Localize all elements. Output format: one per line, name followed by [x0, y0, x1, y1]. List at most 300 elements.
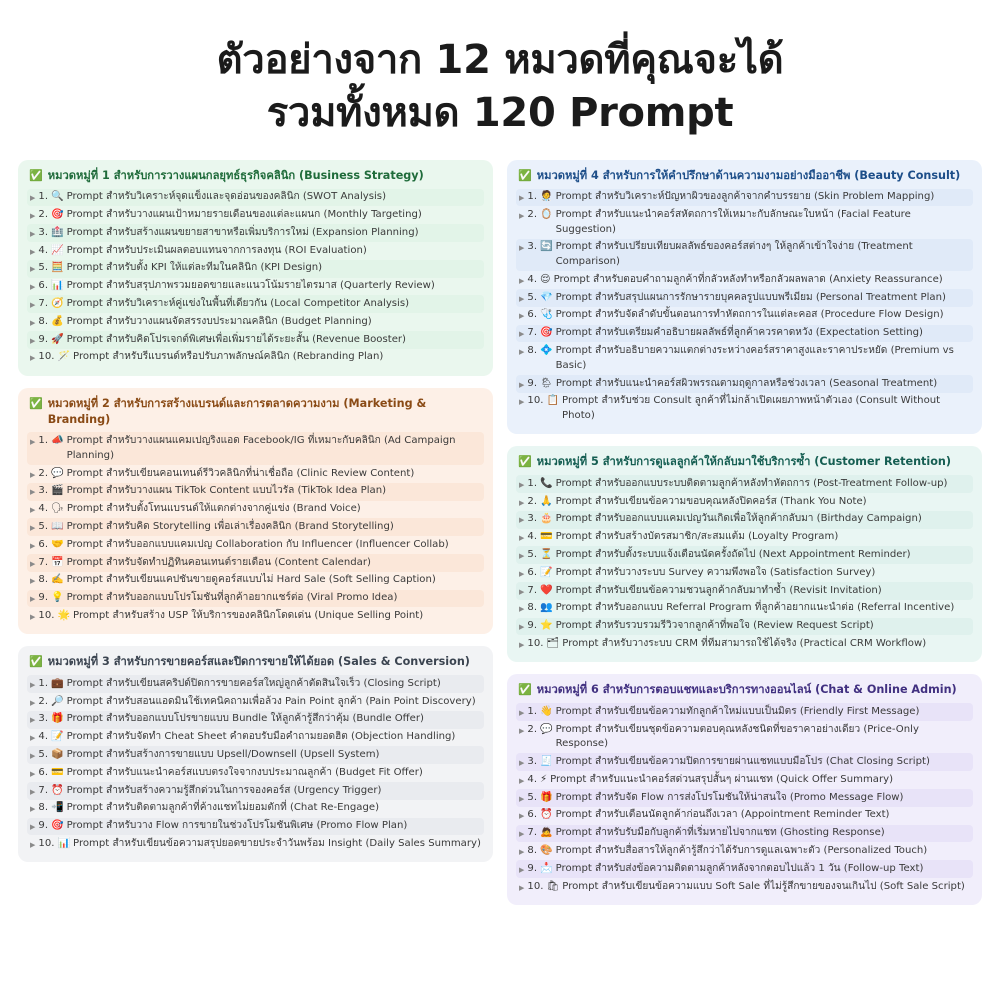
list-item-label: Prompt สำหรับเขียนข้อความปิดการขายผ่านแชทแบบมือโปร (Chat Closing Script)	[555, 756, 930, 767]
list-item-label: Prompt สำหรับตั้งระบบแจ้งเตือนนัดครั้งถัดไป (Next Appointment Reminder)	[555, 548, 911, 560]
list-item[interactable]	[516, 271, 973, 289]
list-item-emoji-icon: 🤝	[51, 538, 64, 550]
category-card	[18, 646, 493, 862]
list-item-emoji-icon: 🪞	[540, 208, 553, 220]
list-item-emoji-icon: ⏰	[51, 784, 64, 796]
list-item[interactable]	[516, 635, 973, 653]
category-heading-label: หมวดหมู่ที่ 5 สำหรับการดูแลลูกค้าให้กลับมาใช้บริการซ้ำ (Customer Retention)	[536, 455, 951, 469]
list-item-emoji-icon: 🩺	[540, 309, 553, 321]
list-item-number: 9.	[38, 592, 49, 604]
list-item-label: Prompt สำหรับวางระบบ Survey ความพึงพอใจ (Satisfaction Survey)	[555, 566, 876, 578]
list-item-emoji-icon: 📝	[51, 731, 64, 743]
list-item-label: Prompt สำหรับรวบรวมรีวิวจากลูกค้าที่พอใจ (Review Request Script)	[555, 620, 874, 632]
list-item-label: Prompt สำหรับแนะนำคอร์สผิวพรรณตามฤดูกาลหรือช่วงเวลา (Seasonal Treatment)	[555, 377, 938, 389]
list-item[interactable]	[516, 582, 973, 600]
category-heading-label: หมวดหมู่ที่ 6 สำหรับการตอบแชทและบริการทางออนไลน์ (Chat & Online Admin)	[536, 683, 957, 697]
list-item-label: Prompt สำหรับสื่อสารให้ลูกค้ารู้สึกว่าได้รับการดูแลเฉพาะตัว (Personalized Touch)	[555, 845, 928, 857]
list-item-emoji-icon: 🎁	[540, 791, 553, 803]
list-item[interactable]	[516, 546, 973, 564]
list-item-number: 10.	[38, 351, 55, 363]
arrow-right-icon: ▶	[30, 613, 36, 621]
list-item-number: 5.	[38, 520, 49, 532]
list-item-emoji-icon: 🧭	[51, 298, 64, 309]
list-item[interactable]	[516, 475, 973, 493]
list-item[interactable]	[516, 789, 973, 807]
list-item-number: 8.	[527, 345, 538, 357]
list-item-emoji-icon: 🔄	[540, 241, 553, 253]
list-item[interactable]	[27, 800, 484, 818]
arrow-right-icon: ▶	[30, 523, 36, 532]
column-right	[507, 160, 982, 905]
list-item[interactable]	[27, 764, 484, 782]
list-item-label: Prompt สำหรับรีแบรนด์หรือปรับภาพลักษณ์คลินิก (Rebranding Plan)	[73, 351, 384, 363]
list-item-number: 10.	[527, 880, 544, 892]
list-item-emoji-icon: 📊	[57, 838, 71, 850]
list-item-number: 4.	[38, 244, 49, 256]
list-item-label: Prompt สำหรับเขียนข้อความแบบ Soft Sale ที่ไม่รู้สึกขายของจนเกินไป (Soft Sale Script)	[562, 880, 965, 892]
list-item-emoji-icon: 🎨	[540, 845, 553, 857]
list-item-emoji-icon: 😌	[540, 273, 551, 285]
list-item[interactable]	[27, 675, 484, 693]
list-item-label: Prompt สำหรับคิดโปรเจกต์พิเศษเพื่อเพิ่มรายได้ระยะสั้น (Revenue Booster)	[66, 333, 406, 345]
list-item-number: 5.	[527, 548, 538, 560]
list-item[interactable]	[516, 771, 973, 789]
arrow-right-icon: ▶	[30, 805, 36, 814]
list-item[interactable]	[27, 607, 484, 625]
list-item-emoji-icon: 📩	[540, 862, 553, 874]
list-item-number: 2.	[38, 467, 49, 479]
list-item-label: Prompt สำหรับออกแบบแคมเปญ Collaboration กับ Influencer (Influencer Collab)	[66, 538, 449, 550]
list-item-emoji-icon: 🎯	[540, 327, 553, 339]
list-item[interactable]	[516, 189, 973, 207]
arrow-right-icon: ▶	[519, 330, 525, 339]
list-item-emoji-icon: 🪄	[57, 351, 71, 363]
list-item-number: 1.	[527, 191, 538, 203]
arrow-right-icon: ▶	[30, 229, 36, 238]
list-item-number: 2.	[38, 695, 49, 707]
list-item[interactable]	[27, 313, 484, 331]
list-item[interactable]	[27, 711, 484, 729]
list-item-label: Prompt สำหรับตอบคำถามลูกค้าที่กลัวหลังทำหรือกลัวผลพลาด (Anxiety Reassurance)	[553, 273, 943, 285]
list-item-emoji-icon: 📊	[51, 280, 64, 292]
list-item[interactable]	[27, 572, 484, 590]
category-heading	[27, 395, 484, 433]
list-item-emoji-icon: ⏳	[540, 548, 553, 560]
list-item-number: 6.	[38, 280, 49, 292]
check-icon: ✅	[518, 455, 532, 469]
list-item-emoji-icon: 💳	[51, 766, 64, 778]
list-item-emoji-icon: 💬	[540, 723, 553, 735]
list-item-emoji-icon: 🌦	[540, 377, 553, 389]
list-item[interactable]	[27, 501, 484, 519]
list-item-label: Prompt สำหรับวางแผนจัดสรรงบประมาณคลินิก (Budget Planning)	[66, 315, 372, 327]
arrow-right-icon: ▶	[519, 551, 525, 560]
list-item-label: Prompt สำหรับสร้าง USP ให้บริการของคลินิกโดดเด่น (Unique Selling Point)	[73, 610, 424, 621]
prompt-list	[516, 703, 973, 896]
check-icon: ✅	[518, 168, 532, 182]
arrow-right-icon: ▶	[519, 605, 525, 614]
list-item-number: 1.	[38, 191, 49, 203]
list-item-label: Prompt สำหรับสร้างความรู้สึกด่วนในการจองคอร์ส (Urgency Trigger)	[66, 784, 382, 796]
category-card	[18, 388, 493, 635]
page-title	[0, 0, 1000, 140]
list-item[interactable]	[516, 703, 973, 721]
category-heading	[516, 167, 973, 189]
list-item-emoji-icon: 🧾	[540, 756, 553, 767]
list-item-emoji-icon: 💡	[51, 592, 64, 604]
list-item-number: 7.	[38, 298, 49, 309]
list-item-number: 9.	[527, 862, 538, 874]
list-item-number: 3.	[38, 713, 49, 725]
check-icon: ✅	[518, 683, 532, 697]
list-item-emoji-icon: 🎯	[51, 208, 64, 220]
list-item[interactable]	[516, 529, 973, 547]
arrow-right-icon: ▶	[519, 587, 525, 596]
list-item[interactable]	[27, 835, 484, 853]
list-item[interactable]	[516, 860, 973, 878]
list-item[interactable]	[27, 189, 484, 207]
list-item-number: 8.	[527, 845, 538, 857]
list-item-number: 10.	[527, 395, 544, 407]
list-item-label: Prompt สำหรับจัดทำปฏิทินคอนเทนต์รายเดือน (Content Calendar)	[66, 556, 371, 568]
arrow-right-icon: ▶	[30, 194, 36, 203]
list-item-emoji-icon: 🎬	[51, 485, 64, 497]
list-item-emoji-icon: ⭐	[540, 620, 553, 632]
arrow-right-icon: ▶	[519, 759, 525, 767]
arrow-right-icon: ▶	[519, 883, 525, 892]
category-heading	[516, 681, 973, 703]
list-item[interactable]	[516, 511, 973, 529]
arrow-right-icon: ▶	[519, 534, 525, 543]
list-item-number: 3.	[38, 485, 49, 497]
prompt-list	[27, 432, 484, 625]
list-item[interactable]	[516, 878, 973, 896]
arrow-right-icon: ▶	[519, 848, 525, 857]
arrow-right-icon: ▶	[30, 541, 36, 550]
list-item[interactable]	[516, 493, 973, 511]
list-item[interactable]	[27, 590, 484, 608]
arrow-right-icon: ▶	[519, 623, 525, 632]
list-item-label: Prompt สำหรับส่งข้อความติดตามลูกค้าหลังจากตอบไปแล้ว 1 วัน (Follow-up Text)	[555, 862, 924, 874]
arrow-right-icon: ▶	[30, 769, 36, 778]
arrow-right-icon: ▶	[519, 211, 525, 220]
list-item-label: Prompt สำหรับวางระบบ CRM ที่ทีมสามารถใช้ได้จริง (Practical CRM Workflow)	[562, 638, 927, 649]
category-heading-label: หมวดหมู่ที่ 1 สำหรับการวางแผนกลยุทธ์ธุรกิจคลินิก (Business Strategy)	[47, 168, 424, 182]
list-item-number: 7.	[527, 584, 538, 596]
list-item-label: Prompt สำหรับวาง Flow การขายในช่วงโปรโมชันพิเศษ (Promo Flow Plan)	[66, 820, 408, 832]
list-item-label: Prompt สำหรับวางแผน TikTok Content แบบไวรัล (TikTok Idea Plan)	[66, 485, 387, 497]
arrow-right-icon: ▶	[30, 823, 36, 832]
list-item-emoji-icon: 🎁	[51, 713, 64, 725]
list-item-number: 4.	[527, 531, 538, 543]
list-item-number: 8.	[38, 574, 49, 586]
arrow-right-icon: ▶	[519, 812, 525, 821]
list-item-label: Prompt สำหรับเปรียบเทียบผลลัพธ์ของคอร์สต่างๆ ให้ลูกค้าเข้าใจง่าย (Treatment Comparison)	[555, 241, 913, 267]
list-item-label: Prompt สำหรับแนะนำคอร์สแบบตรงใจจากงบประมาณลูกค้า (Budget Fit Offer)	[66, 766, 423, 778]
list-item-emoji-icon: 💳	[540, 531, 553, 543]
arrow-right-icon: ▶	[30, 734, 36, 743]
list-item-label: Prompt สำหรับวางแผนเป้าหมายรายเดือนของแต่ละแผนก (Monthly Targeting)	[66, 208, 422, 220]
arrow-right-icon: ▶	[30, 247, 36, 256]
list-item[interactable]	[516, 375, 973, 393]
list-item-emoji-icon: 🎂	[540, 513, 553, 525]
list-item-number: 3.	[38, 226, 49, 238]
list-item-label: Prompt สำหรับเขียนสคริปต์ปิดการขายคอร์สใหญ่ลูกค้าตัดสินใจเร็ว (Closing Script)	[66, 677, 441, 689]
arrow-right-icon: ▶	[30, 336, 36, 345]
list-item-number: 4.	[38, 731, 49, 743]
arrow-right-icon: ▶	[519, 830, 525, 839]
arrow-right-icon: ▶	[30, 841, 36, 850]
list-item[interactable]	[27, 278, 484, 296]
arrow-right-icon: ▶	[30, 470, 36, 479]
list-item-label: Prompt สำหรับวิเคราะห์ปัญหาผิวของลูกค้าจากคำบรรยาย (Skin Problem Mapping)	[555, 191, 935, 203]
category-heading	[27, 167, 484, 189]
list-item-number: 9.	[38, 820, 49, 832]
list-item-label: Prompt สำหรับออกแบบระบบติดตามลูกค้าหลังทำหัตถการ (Post-Treatment Follow-up)	[555, 477, 948, 489]
category-card	[507, 160, 982, 435]
list-item[interactable]	[27, 782, 484, 800]
list-item[interactable]	[516, 325, 973, 343]
list-item-number: 2.	[527, 495, 538, 507]
arrow-right-icon: ▶	[519, 726, 525, 735]
list-item-number: 6.	[527, 809, 538, 821]
arrow-right-icon: ▶	[30, 787, 36, 796]
arrow-right-icon: ▶	[30, 680, 36, 689]
category-heading	[27, 653, 484, 675]
arrow-right-icon: ▶	[519, 398, 525, 407]
category-heading-label: หมวดหมู่ที่ 3 สำหรับการขายคอร์สและปิดการขายให้ได้ยอด (Sales & Conversion)	[47, 655, 470, 669]
list-item-label: Prompt สำหรับตั้งโทนแบรนด์ให้แตกต่างจากคู่แข่ง (Brand Voice)	[66, 503, 361, 515]
list-item[interactable]	[27, 465, 484, 483]
list-item[interactable]	[516, 825, 973, 843]
list-item-emoji-icon: 📲	[51, 802, 64, 814]
prompt-list	[516, 189, 973, 426]
list-item[interactable]	[516, 807, 973, 825]
list-item[interactable]	[27, 349, 484, 367]
arrow-right-icon: ▶	[30, 752, 36, 760]
list-item[interactable]	[27, 518, 484, 536]
list-item-emoji-icon: 🧮	[51, 262, 64, 274]
list-item-number: 9.	[527, 620, 538, 632]
list-item-number: 1.	[38, 677, 49, 689]
list-item-label: Prompt สำหรับสร้างบัตรสมาชิก/สะสมแต้ม (Loyalty Program)	[555, 531, 839, 543]
list-item[interactable]	[27, 746, 484, 764]
list-item[interactable]	[516, 600, 973, 618]
list-item-label: Prompt สำหรับช่วย Consult ลูกค้าที่ไม่กล้าเปิดเผยภาพหน้าตัวเอง (Consult Without Photo)	[562, 395, 941, 421]
list-item[interactable]	[516, 342, 973, 374]
prompt-list	[516, 475, 973, 653]
list-item[interactable]	[27, 224, 484, 242]
list-item-label: Prompt สำหรับคิด Storytelling เพื่อเล่าเรื่องคลินิก (Brand Storytelling)	[66, 520, 394, 532]
category-card	[18, 160, 493, 376]
list-item-number: 10.	[527, 638, 544, 649]
arrow-right-icon: ▶	[30, 595, 36, 604]
arrow-right-icon: ▶	[519, 776, 525, 785]
arrow-right-icon: ▶	[30, 716, 36, 725]
list-item[interactable]	[27, 295, 484, 313]
list-item-emoji-icon: 💼	[51, 677, 64, 689]
arrow-right-icon: ▶	[30, 211, 36, 220]
list-item[interactable]	[27, 554, 484, 572]
list-item-emoji-icon: 📅	[51, 556, 64, 568]
list-item[interactable]	[27, 818, 484, 836]
arrow-right-icon: ▶	[519, 641, 525, 649]
category-heading-label: หมวดหมู่ที่ 4 สำหรับการให้คำปรึกษาด้านความงามอย่างมืออาชีพ (Beauty Consult)	[536, 168, 961, 182]
list-item-label: Prompt สำหรับออกแบบแคมเปญวันเกิดเพื่อให้ลูกค้ากลับมา (Birthday Campaign)	[555, 513, 922, 525]
list-item-emoji-icon: 💎	[540, 291, 553, 303]
list-item-label: Prompt สำหรับจัดทำ Cheat Sheet คำตอบรับมือคำถามยอดฮิต (Objection Handling)	[66, 731, 456, 743]
list-item-label: Prompt สำหรับออกแบบ Referral Program ที่ลูกค้าอยากแนะนำต่อ (Referral Incentive)	[555, 602, 955, 614]
list-item-emoji-icon: 🙇	[540, 827, 553, 839]
list-item-emoji-icon: 📞	[540, 477, 553, 489]
list-item-label: Prompt สำหรับเตือนนัดลูกค้าก่อนถึงเวลา (Appointment Reminder Text)	[555, 809, 890, 821]
arrow-right-icon: ▶	[519, 312, 525, 321]
list-item[interactable]	[27, 206, 484, 224]
list-item-emoji-icon: 💰	[51, 315, 64, 327]
category-card	[507, 446, 982, 662]
list-item-emoji-icon: 🏥	[51, 226, 64, 238]
list-item-emoji-icon: 📦	[51, 749, 64, 760]
list-item-label: Prompt สำหรับวิเคราะห์จุดแข็งและจุดอ่อนของคลินิก (SWOT Analysis)	[66, 191, 387, 203]
arrow-right-icon: ▶	[519, 244, 525, 253]
arrow-right-icon: ▶	[30, 265, 36, 274]
list-item-label: Prompt สำหรับเขียนข้อความชวนลูกค้ากลับมาทำซ้ำ (Revisit Invitation)	[555, 584, 882, 596]
list-item-number: 6.	[527, 566, 538, 578]
list-item-label: Prompt สำหรับติดตามลูกค้าที่ค้างแชทไม่ยอมตักที่ (Chat Re-Engage)	[66, 802, 380, 814]
list-item-label: Prompt สำหรับสรุปแผนการรักษารายบุคคลรูปแบบพรีเมียม (Personal Treatment Plan)	[555, 291, 946, 303]
list-item-number: 1.	[527, 705, 538, 717]
list-item[interactable]	[516, 239, 973, 271]
list-item-number: 1.	[527, 477, 538, 489]
list-item-emoji-icon: 💠	[540, 345, 553, 357]
list-item[interactable]	[516, 753, 973, 771]
list-item-number: 7.	[527, 327, 538, 339]
list-item-emoji-icon: 👋	[540, 705, 553, 717]
list-item[interactable]	[27, 260, 484, 278]
category-columns	[0, 140, 1000, 913]
list-item-emoji-icon: ⚡	[540, 773, 548, 785]
list-item-number: 7.	[38, 556, 49, 568]
list-item-label: Prompt สำหรับเขียนชุดข้อความตอบคุณหลังชนิดที่ขอราคาอย่างเดียว (Price-Only Response)	[555, 723, 919, 750]
list-item-emoji-icon: 🔎	[51, 695, 64, 707]
list-item-number: 7.	[527, 827, 538, 839]
arrow-right-icon: ▶	[519, 865, 525, 874]
list-item-emoji-icon: 🌟	[57, 610, 71, 621]
list-item[interactable]	[516, 307, 973, 325]
list-item[interactable]	[27, 483, 484, 501]
list-item-number: 4.	[527, 273, 538, 285]
list-item[interactable]	[516, 289, 973, 307]
list-item-emoji-icon: ⏰	[540, 809, 553, 821]
list-item[interactable]	[27, 242, 484, 260]
list-item[interactable]	[27, 729, 484, 747]
list-item[interactable]	[27, 432, 484, 464]
list-item-emoji-icon: ❤️	[540, 584, 553, 596]
list-item-number: 6.	[38, 766, 49, 778]
arrow-right-icon: ▶	[30, 354, 36, 363]
list-item-number: 10.	[38, 610, 55, 621]
list-item-emoji-icon: 📝	[540, 566, 553, 578]
list-item[interactable]	[27, 536, 484, 554]
list-item-label: Prompt สำหรับเขียนแคปชันขายดูคอร์สแบบไม่ Hard Sale (Soft Selling Caption)	[66, 574, 436, 586]
list-item-label: Prompt สำหรับสร้างการขายแบบ Upsell/Downsell (Upsell System)	[66, 749, 380, 760]
list-item-label: Prompt สำหรับเขียนข้อความสรุปยอดขายประจำวันพร้อม Insight (Daily Sales Summary)	[73, 838, 481, 850]
list-item-emoji-icon: 🎯	[51, 820, 64, 832]
arrow-right-icon: ▶	[30, 301, 36, 309]
page-title-line-1: ตัวอย่างจาก 12 หมวดที่คุณจะได้	[216, 37, 784, 83]
list-item-label: Prompt สำหรับจัด Flow การส่งโปรโมชันให้น่าสนใจ (Promo Message Flow)	[555, 791, 904, 803]
list-item-label: Prompt สำหรับวางแผนแคมเปญริงแอด Facebook/IG ที่เหมาะกับคลินิก (Ad Campaign Planning)	[66, 435, 456, 461]
list-item-emoji-icon: ✍️	[51, 574, 64, 586]
list-item-emoji-icon: 🔍	[51, 191, 64, 203]
list-item-label: Prompt สำหรับเขียนข้อความขอบคุณหลังปิดคอร์ส (Thank You Note)	[555, 495, 867, 507]
list-item-number: 9.	[527, 377, 538, 389]
list-item-number: 8.	[527, 602, 538, 614]
list-item-emoji-icon: 📣	[51, 435, 64, 447]
list-item-emoji-icon: 📈	[51, 244, 64, 256]
list-item-number: 8.	[38, 802, 49, 814]
list-item[interactable]	[516, 721, 973, 753]
category-heading	[516, 453, 973, 475]
list-item-label: Prompt สำหรับเตรียมคำอธิบายผลลัพธ์ที่ลูกค้าควรคาดหวัง (Expectation Setting)	[555, 327, 923, 339]
arrow-right-icon: ▶	[30, 318, 36, 327]
arrow-right-icon: ▶	[30, 559, 36, 568]
list-item-number: 2.	[527, 208, 538, 220]
list-item-number: 5.	[38, 749, 49, 760]
check-icon: ✅	[29, 396, 43, 410]
list-item-label: Prompt สำหรับวิเคราะห์คู่แข่งในพื้นที่เดียวกัน (Local Competitor Analysis)	[66, 298, 410, 309]
list-item-label: Prompt สำหรับสร้างแผนขยายสาขาหรือเพิ่มบริการใหม่ (Expansion Planning)	[66, 226, 419, 238]
check-icon: ✅	[29, 168, 43, 182]
arrow-right-icon: ▶	[519, 794, 525, 803]
arrow-right-icon: ▶	[519, 194, 525, 203]
arrow-right-icon: ▶	[519, 348, 525, 357]
category-card	[507, 674, 982, 905]
arrow-right-icon: ▶	[30, 438, 36, 447]
list-item[interactable]	[516, 393, 973, 425]
list-item-emoji-icon: 🧑‍⚕️	[540, 191, 553, 203]
list-item[interactable]	[516, 206, 973, 238]
arrow-right-icon: ▶	[519, 276, 525, 285]
arrow-right-icon: ▶	[519, 708, 525, 717]
list-item-label: Prompt สำหรับสรุปภาพรวมยอดขายและแนวโน้มรายไตรมาส (Quarterly Review)	[66, 280, 435, 292]
arrow-right-icon: ▶	[30, 698, 36, 707]
list-item[interactable]	[516, 564, 973, 582]
list-item-number: 4.	[38, 503, 49, 515]
list-item[interactable]	[27, 693, 484, 711]
list-item-label: Prompt สำหรับจัดลำดับขั้นตอนการทำหัตถการในแต่ละคอส (Procedure Flow Design)	[555, 309, 944, 321]
list-item-emoji-icon: 🗂	[546, 638, 560, 649]
list-item-number: 9.	[38, 333, 49, 345]
list-item[interactable]	[27, 331, 484, 349]
list-item[interactable]	[516, 618, 973, 636]
list-item-number: 3.	[527, 513, 538, 525]
arrow-right-icon: ▶	[519, 380, 525, 389]
list-item-number: 6.	[527, 309, 538, 321]
list-item-label: Prompt สำหรับแนะนำคอร์สหัตถการให้เหมาะกับลักษณะใบหน้า (Facial Feature Suggestion)	[555, 208, 911, 235]
list-item-emoji-icon: 🚀	[51, 333, 64, 345]
check-icon: ✅	[29, 655, 43, 669]
arrow-right-icon: ▶	[30, 283, 36, 292]
list-item-number: 2.	[527, 723, 538, 735]
list-item-label: Prompt สำหรับเขียนคอนเทนต์รีวิวคลินิกที่น่าเชื่อถือ (Clinic Review Content)	[66, 467, 415, 479]
prompt-list	[27, 189, 484, 367]
prompt-list	[27, 675, 484, 853]
list-item-number: 6.	[38, 538, 49, 550]
list-item-emoji-icon: 🛍	[546, 880, 560, 892]
arrow-right-icon: ▶	[30, 577, 36, 586]
list-item[interactable]	[516, 842, 973, 860]
